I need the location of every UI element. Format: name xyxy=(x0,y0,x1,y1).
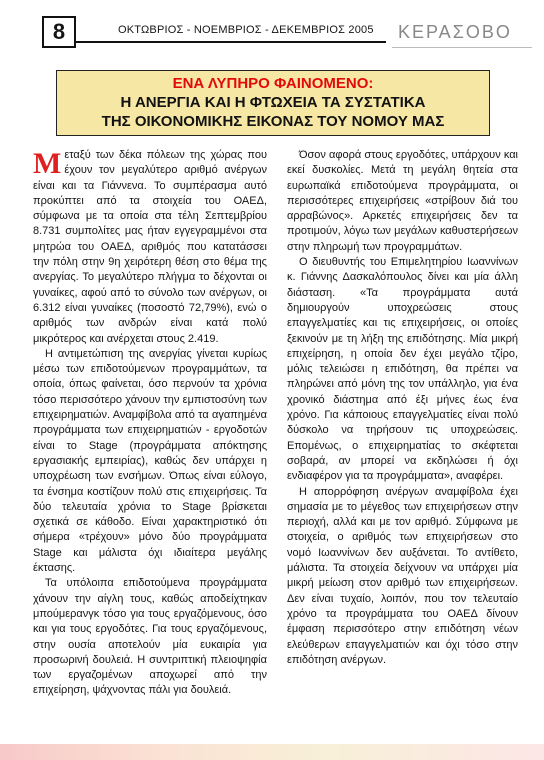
header-rule xyxy=(76,41,386,43)
issue-date: ΟΚΤΩΒΡΙΟΣ - ΝΟΕΜΒΡΙΟΣ - ΔΕΚΕΜΒΡΙΟΣ 2005 xyxy=(118,24,374,36)
article-title-line-2: Η ΑΝΕΡΓΙΑ ΚΑΙ Η ΦΤΩΧΕΙΑ ΤΑ ΣΥΣΤΑΤΙΚΑ xyxy=(120,94,426,111)
article-title-line-3: ΤΗΣ ΟΙΚΟΝΟΜΙΚΗΣ ΕΙΚΟΝΑΣ ΤΟΥ ΝΟΜΟΥ ΜΑΣ xyxy=(101,113,445,130)
article-paragraph: Η απορρόφηση ανέργων αναμφίβολα έχει σημασία με το μέγεθος των επιχειρήσεων στην περιοχή, αλλά και με τον αριθμό. Σύμφωνα με στοιχεία, ο αριθμός των επιχειρήσεων στο νομό Ιωαννίνων δεν αυξάνεται. Το αντίθετο, μάλιστα. Τα στοιχεία δείχνουν να υπάρχει μία μικρή μείωση στον αριθμό των επιχειρήσεων. Δεν είναι τυχαίο, λοιπόν, που τον τελευταίο χρόνο τα προγράμματα του ΟΑΕΔ δίνουν έμφαση περισσότερο στην επιδότηση νέων ελεύθερων επαγγελματιών και όχι τόσο στην επιδότηση ανέργων. xyxy=(287,485,518,666)
drop-cap: Μ xyxy=(33,147,62,180)
page-header xyxy=(0,14,544,50)
article-paragraph: Η αντιμετώπιση της ανεργίας γίνεται κυρίως μέσω των επιδοτούμενων προγραμμάτων, τα οποία, όπως φαίνεται, όσο περνούν τα χρόνια τόσο περισσότερο χάνουν την εμπιστοσύνη των επιχειρηματιών. Αναμφίβολα από τα αγαπημένα προγράμματα των επιχειρηματιών - εργοδοτών είναι το Stage (προγράμματα απόκτησης εργασιακής εμπειρίας), καθώς δεν υπάρχει η υποχρέωση των ενσήμων. Όπως είναι εύλογο, τα ένσημα κοστίζουν πολύ στις επιχειρήσεις. Τα δύο τελευταία χρόνια το Stage βρίσκεται σχετικά σε κάθοδο. Είναι χαρακτηριστικό ότι σήμερα «τρέχουν» μόνο δύο προγράμματα Stage και μάλιστα όχι ιδιαίτερα μεγάλης έκτασης. xyxy=(33,347,267,575)
article-column-right xyxy=(287,148,518,668)
article-title-box xyxy=(56,70,490,136)
bottom-decor-band xyxy=(0,744,544,760)
masthead-rule xyxy=(392,47,532,48)
masthead: ΚΕΡΑΣΟΒΟ xyxy=(398,22,512,42)
article-paragraph xyxy=(33,148,267,347)
page-number: 8 xyxy=(42,16,76,48)
article-title-line-1: ΕΝΑ ΛΥΠΗΡΟ ΦΑΙΝΟΜΕΝΟ: xyxy=(172,75,374,92)
article-paragraph: Ο διευθυντής του Επιμελητηρίου Ιωαννίνων κ. Γιάννης Δασκαλόπουλος δίνει και μία άλλη διάσταση. «Τα προγράμματα αυτά δημιουργούν υποχρεώσεις στους επαγγελματίες και τις επιχειρήσεις, οι οποίες ξεκινούν με τη λήξη της επιδότησης. Μία μικρή επιχείρηση, η οποία δεν έχει μεγάλο τζίρο, μόλις τελειώσει η επιδότηση, θα πρέπει να πληρώνει από μόνη της τον υπάλληλο, για ένα χρονικό διάστημα από έξι μήνες έως ένα χρόνο. Για κάποιους επαγγελματίες είναι πολύ δύσκολο να τηρήσουν τις υποχρεώσεις. Επομένως, ο επιχειρηματίας το σκέφτεται σοβαρά, αν μπορεί να εκδηλώσει ή όχι ενδιαφέρον για τα προγράμματα», αναφέρει. xyxy=(287,256,518,483)
article-column-left xyxy=(33,148,267,699)
article-paragraph: Τα υπόλοιπα επιδοτούμενα προγράμματα χάνουν την αίγλη τους, καθώς αποδείχτηκαν μπούμερανγκ τόσο για τους εργαζόμενους, όσο και για τους εργοδότες. Για τους εργαζόμενους, στην ουσία αποτελούν μία ευκαιρία για προσωρινή δουλειά. Η συντριπτική πλειοψηφία των εργαζομένων αποχωρεί από την επιχείρηση, ψάχνοντας πάλι για δουλειά. xyxy=(33,577,267,697)
article-paragraph: Όσον αφορά στους εργοδότες, υπάρχουν και εκεί δυσκολίες. Μετά τη μεγάλη θητεία στα ευρωπαϊκά επιδοτούμενα προγράμματα, οι περισσότερες επιχειρήσεις «στρίβουν διά του αρραβώνος». Αρκετές επιχειρήσεις δεν τα προτιμούν, λόγω των μεγάλων καθυστερήσεων στην πληρωμή των προγραμμάτων. xyxy=(287,149,518,253)
paragraph-text: εταξύ των δέκα πόλεων της χώρας που έχουν τον μεγαλύτερο αριθμό ανέργων είναι και τα Γιάννενα. Το συμπέρασμα αυτό προκύπτει από τα στοιχεία του ΟΑΕΔ, σύμφωνα με τα οποία στα τέλη Σεπτεμβρίου 8.731 συμπολίτες μας ήταν εγγεγραμμένοι στα μητρώα του ΟΑΕΔ, αριθμός που κατατάσσει την πόλη στην 9η χειρότερη θέση στο θέμα της ανεργίας. Το μεγαλύτερο πλήγμα το δέχονται οι γυναίκες, αφού από το σύνολο των ανέργων, οι 6.312 είναι γυναίκες (ποσοστό 72,79%), ενώ ο αριθμός των ανδρών είναι κατά πολύ μικρότερος και ανέρχεται στους 2.419. xyxy=(33,149,267,345)
